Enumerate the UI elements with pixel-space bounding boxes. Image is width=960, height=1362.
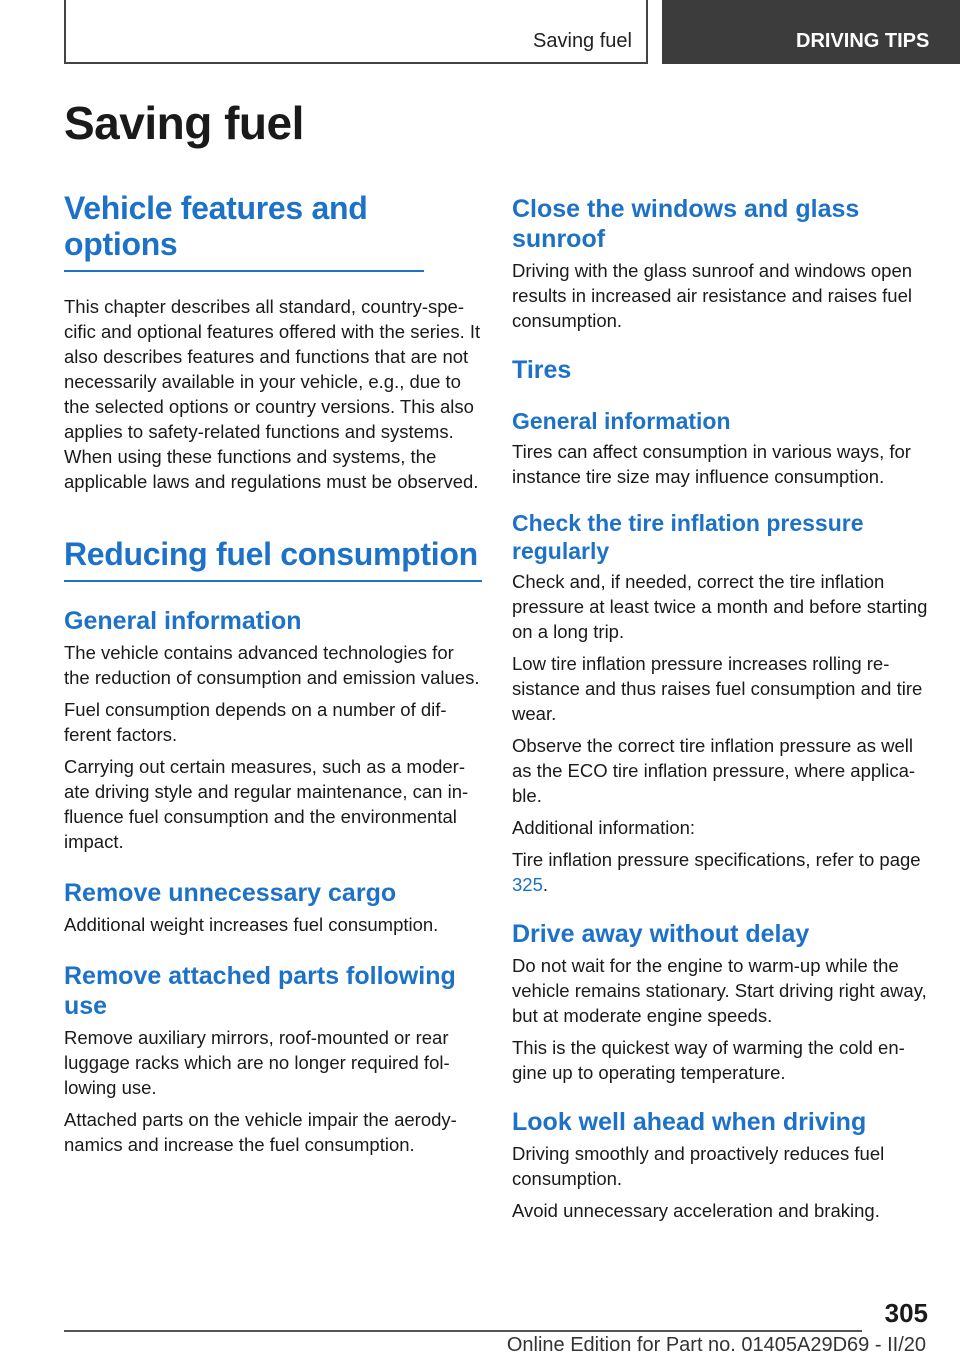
footer-divider [64,1330,862,1332]
features-text: This chapter describes all standard, country-specific and optional features offered with the series. It also describes features and functions that are not necessarily available in your vehicle, e.g., due to the selected options or country versions. This also applies to safety-related functions and systems. When using these functions and systems, the applicable laws and regulations must be observed. [64,296,481,492]
look-heading: Look well ahead when driving [512,1108,867,1136]
page-reference-link[interactable]: 325 [512,874,543,895]
general-paragraph-2: Fuel consumption depends on a number of different factors. [64,699,447,745]
header-section-title: Saving fuel [533,30,632,52]
pressure-ref-text: Tire inflation pressure specifications, refer to page [512,849,921,870]
pressure-paragraph-3: Observe the correct tire inflation pressure as well as the ECO tire inflation pressure, where applicable. [512,735,916,806]
look-paragraph-1: Driving smoothly and proactively reduces fuel consumption. [512,1143,885,1189]
windows-heading: Close the windows and glass sunroof [512,195,860,253]
look-paragraph-2: Avoid unnecessary acceleration and braking. [512,1200,880,1221]
parts-paragraph-2: Attached parts on the vehicle impair the aerodynamics and increase the fuel consumption. [64,1109,457,1155]
cargo-text: Additional weight increases fuel consumption. [64,914,439,935]
general-paragraph-1: The vehicle contains advanced technologies for the reduction of consumption and emission values. [64,642,480,688]
drive-paragraph-2: This is the quickest way of warming the cold engine up to operating temperature. [512,1037,905,1083]
general-paragraph-3: Carrying out certain measures, such as a moderate driving style and regular maintenance, can influence fuel consumption and the environmental impact. [64,756,469,852]
drive-paragraph-1: Do not wait for the engine to warm-up while the vehicle remains stationary. Start driving right away, but at moderate engine speeds. [512,955,927,1026]
footer-edition: Online Edition for Part no. 01405A29D69 - II/20 [506,1334,926,1356]
tires-heading: Tires [512,356,572,384]
right-column [512,194,928,1223]
page-title: Saving fuel [64,97,304,149]
parts-paragraph-1: Remove auxiliary mirrors, roof-mounted or rear luggage racks which are no longer required following use. [64,1027,450,1098]
pressure-paragraph-2: Low tire inflation pressure increases rolling resistance and thus raises fuel consumption and tire wear. [512,653,923,724]
parts-heading: Remove attached parts following use [64,962,456,1020]
windows-text: Driving with the glass sunroof and windows open results in increased air resistance and raises fuel consumption. [512,260,913,331]
pressure-paragraph-4: Additional information: [512,817,696,838]
reducing-heading: Reducing fuel consumption [64,536,482,582]
header-chapter-tab[interactable]: DRIVING TIPS [662,0,960,64]
pressure-paragraph-1: Check and, if needed, correct the tire inflation pressure at least twice a month and before starting on a long trip. [512,571,928,642]
pressure-paragraph-5 [512,847,928,897]
left-column [64,190,482,1157]
features-heading: Vehicle features and options [64,190,424,272]
pressure-heading: Check the tire inflation pressure regularly [512,510,864,564]
header-section-box [64,0,648,64]
tires-general-text: Tires can affect consumption in various ways, for instance tire size may influence consumption. [512,441,911,487]
tires-general-heading: General information [512,408,731,434]
drive-heading: Drive away without delay [512,920,810,948]
cargo-heading: Remove unnecessary cargo [64,879,397,907]
general-heading: General information [64,607,302,635]
pressure-ref-suffix: . [542,874,549,895]
page-number: 305 [884,1298,928,1328]
